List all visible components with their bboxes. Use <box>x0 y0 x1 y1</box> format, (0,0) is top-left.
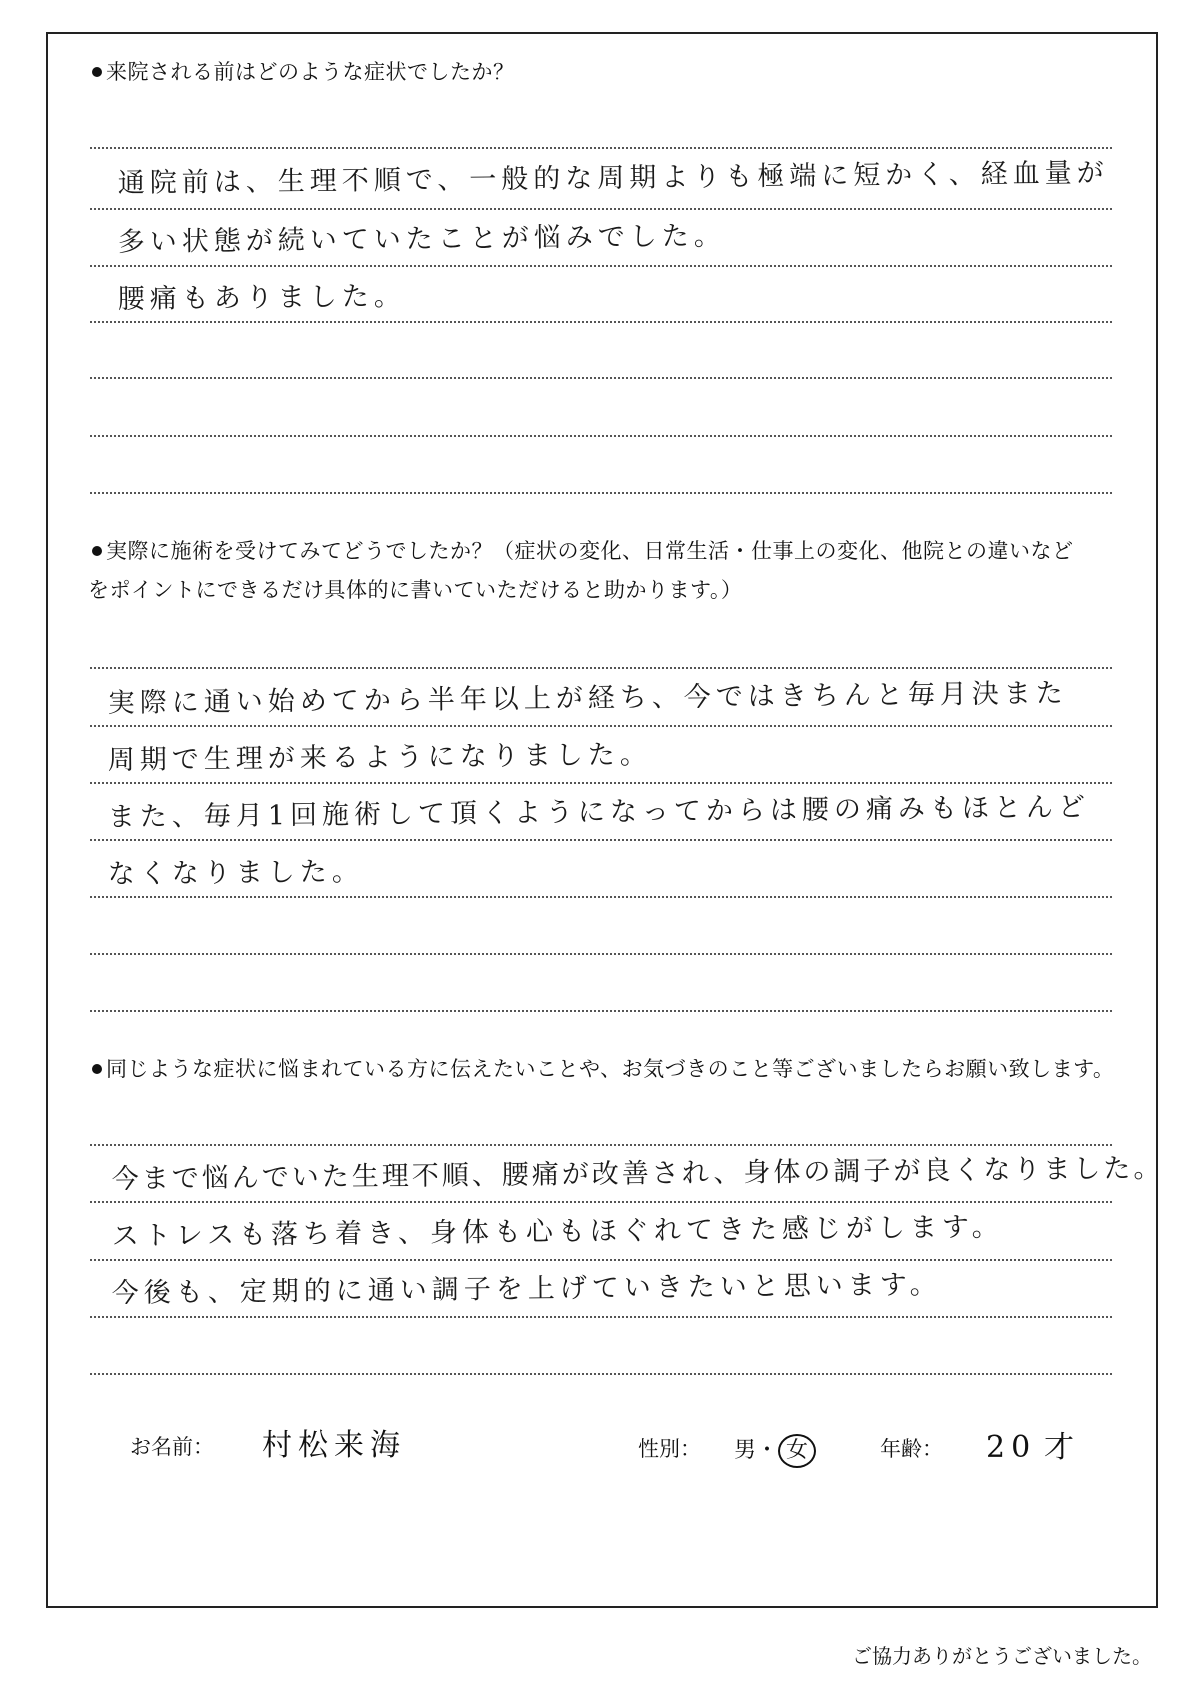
answer-line <box>90 265 1112 267</box>
answer-line <box>90 725 1112 727</box>
bullet-icon <box>92 546 102 556</box>
age-unit: 才 <box>1044 1430 1080 1465</box>
answer-line <box>90 1010 1112 1012</box>
question-3 <box>92 1053 1114 1085</box>
gender-female-circled: 女 <box>778 1434 816 1468</box>
answer-1-line-2: 多い状態が続いていたことが悩みでした。 <box>117 220 726 259</box>
thanks-note: ご協力ありがとうございました。 <box>852 1644 1152 1668</box>
bullet-icon <box>92 1064 102 1074</box>
answer-2-line-2: 周期で生理が来るようになりました。 <box>107 739 652 777</box>
answer-line <box>90 667 1112 669</box>
answer-line <box>90 896 1112 898</box>
answer-line <box>90 782 1112 784</box>
answer-line <box>90 1316 1112 1318</box>
answer-3-line-2: ストレスも落ち着き、身体も心もほぐれてきた感じがします。 <box>111 1211 1004 1253</box>
answer-line <box>90 953 1112 955</box>
answer-2-line-3: また、毎月1回施術して頂くようになってからは腰の痛みもほとんど <box>107 791 1091 834</box>
age-value: 20 <box>986 1430 1037 1465</box>
gender-male: 男 <box>734 1438 757 1463</box>
question-2-text-line-2: をポイントにできるだけ具体的に書いていただけると助かります。） <box>88 578 743 602</box>
answer-line <box>90 1201 1112 1203</box>
answer-line <box>90 208 1112 210</box>
answer-line <box>90 1259 1112 1261</box>
answer-3-line-1: 今まで悩んでいた生理不順、腰痛が改善され、身体の調子が良くなりました。 <box>111 1152 1164 1196</box>
answer-1-line-1: 通院前は、生理不順で、一般的な周期よりも極端に短かく、経血量が <box>117 157 1109 200</box>
answer-2-line-1: 実際に通い始めてから半年以上が経ち、今ではきちんと毎月決また <box>107 677 1068 720</box>
name-label: お名前： <box>130 1435 214 1459</box>
question-2-continued <box>88 574 742 606</box>
answer-line <box>90 1144 1112 1146</box>
name-value: 村松来海 <box>262 1428 406 1463</box>
gender-label: 性別： <box>638 1437 701 1461</box>
gender-options <box>734 1434 816 1468</box>
answer-line <box>90 321 1112 323</box>
answer-3-line-3: 今後も、定期的に通い調子を上げていきたいと思います。 <box>111 1269 942 1310</box>
answer-line <box>90 1373 1112 1375</box>
answer-line <box>90 147 1112 149</box>
age-label: 年齢： <box>880 1437 943 1461</box>
question-2 <box>92 535 1074 567</box>
answer-1-line-3: 腰痛もありました。 <box>117 280 406 316</box>
answer-2-line-4: なくなりました。 <box>107 856 364 891</box>
answer-line <box>90 492 1112 494</box>
question-1 <box>92 56 515 88</box>
bullet-icon <box>92 67 102 77</box>
answer-line <box>90 377 1112 379</box>
question-2-text-line-1: 実際に施術を受けてみてどうでしたか？（症状の変化、日常生活・仕事上の変化、他院との違いなど <box>106 539 1074 563</box>
answer-line <box>90 839 1112 841</box>
answer-line <box>90 435 1112 437</box>
question-3-text: 同じような症状に悩まれている方に伝えたいことや、お気づきのこと等ございましたらお願い致します。 <box>106 1057 1115 1081</box>
gender-separator: ・ <box>756 1438 779 1463</box>
question-1-text: 来院される前はどのような症状でしたか？ <box>106 60 515 84</box>
